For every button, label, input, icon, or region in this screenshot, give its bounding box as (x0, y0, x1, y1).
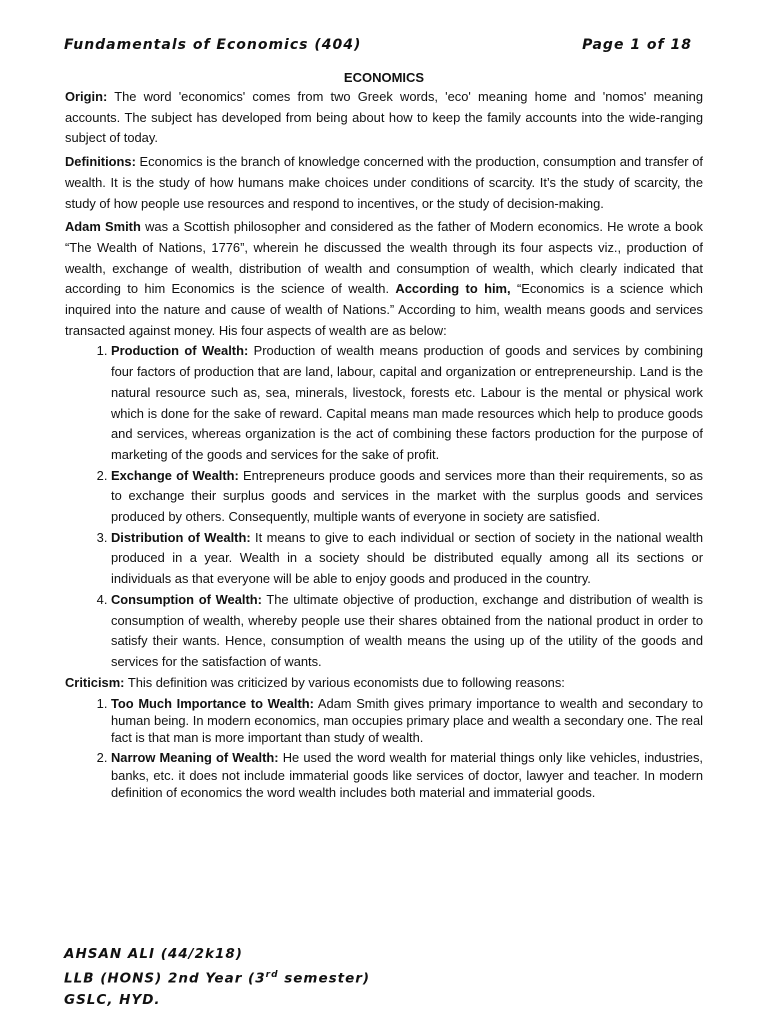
criticism-paragraph (65, 673, 703, 693)
course-title: Fundamentals of Economics (404) (64, 37, 362, 53)
origin-paragraph (65, 87, 703, 149)
program-line (64, 965, 370, 990)
criticism-item-label: Too Much Importance to Wealth: (111, 695, 314, 711)
aspect-text: Entrepreneurs produce goods and services more than their requirements, so as to exchange their surplus goods and services in the market with the surplus goods and services produced by others. Consequently, multiple wants of everyone in society are satisfied. (111, 467, 703, 525)
document-body (65, 70, 703, 804)
list-item (111, 695, 703, 747)
according-label: According to him, (395, 281, 511, 297)
criticism-text: This definition was criticized by various economists due to following reasons: (124, 674, 565, 690)
page-footer (64, 944, 370, 1011)
ordinal-suffix: rd (265, 970, 279, 980)
list-item (111, 590, 703, 673)
origin-text: The word 'economics' comes from two Greek words, 'eco' meaning home and 'nomos' meaning accounts. The subject has developed from being about how to keep the family accounts into the wide-ranging subject of today. (65, 89, 703, 146)
list-item (111, 528, 703, 590)
author-name: AHSAN ALI (44/2k18) (64, 946, 243, 962)
adam-smith-name: Adam Smith (65, 219, 141, 235)
criticism-item-text: Adam Smith gives primary importance to wealth and secondary to human being. In modern economics, man occupies primary place and wealth a secondary one. The real fact is that man is more important than study of wealth. (111, 695, 703, 746)
list-item (111, 466, 703, 528)
aspect-label: Distribution of Wealth: (111, 529, 251, 545)
page-number: Page 1 of 18 (582, 37, 692, 53)
definitions-text: Economics is the branch of knowledge concerned with the production, consumption and transfer of wealth. It is the study of how humans make choices under conditions of scarcity. It’s the study of scarcity, the study of how people use resources and respond to incentives, or the study of decision-making. (65, 154, 703, 211)
aspects-list (65, 341, 703, 672)
criticism-list (65, 695, 703, 801)
adam-smith-text-1: was a Scottish philosopher and considered as the father of Modern economics. He wrote a book “The Wealth of Nations, 1776”, wherein he discussed the wealth through its four aspects viz., production of wealth, exchange of wealth, distribution of wealth and consumption of wealth, which clearly indicated that according to him Economics is the science of wealth. (65, 219, 703, 297)
definitions-paragraph (65, 152, 703, 214)
aspect-label: Consumption of Wealth: (111, 591, 262, 607)
aspect-label: Exchange of Wealth: (111, 467, 239, 483)
aspect-text: The ultimate objective of production, exchange and distribution of wealth is consumption of wealth, whereby people use their shares obtained from the national product in order to satisfy their wants. Hence, consumption of wealth means the using up of the utility of the goods and services for the satisfaction of wants. (111, 591, 703, 669)
institution: GSLC, HYD. (64, 991, 161, 1008)
list-item (111, 749, 703, 801)
section-title: ECONOMICS (343, 70, 425, 85)
origin-label: Origin: (65, 89, 108, 104)
criticism-item-text: He used the word wealth for material things only like vehicles, industries, banks, etc. it does not include immaterial goods like services of doctor, lawyer and teacher. In modern definition of economics the word wealth includes both material and immaterial goods. (111, 750, 703, 800)
page-header (64, 37, 692, 53)
aspect-label: Production of Wealth: (111, 343, 249, 359)
aspect-text: It means to give to each individual or section of society in the national wealth produced in a year. Wealth in a society should be distributed equally among all its sections or individuals as that everyone will be able to enjoy goods and produced in the country. (111, 529, 704, 587)
program-text: LLB (HONS) 2nd Year (3 (64, 970, 266, 987)
adam-smith-text-2: “Economics is a science which inquired into the nature and cause of wealth of Nations.” According to him, wealth means goods and services transacted against money. His four aspects of wealth are as below: (65, 281, 703, 338)
semester-text: semester) (278, 970, 371, 987)
aspect-text: Production of wealth means production of goods and services by combining four factors of production that are land, labour, capital and organization or entrepreneurship. Land is the natural resource such as, sea, minerals, livestock, forests etc. Labour is the mental or physical work which is done for the sake of reward. Capital means man made resources which help to produce goods and services, whereas organization is the act of combining these factors production for the purpose of marketing of the goods and services for the sake of profit. (111, 343, 704, 462)
criticism-label: Criticism: (65, 674, 125, 690)
adam-smith-paragraph (65, 217, 703, 341)
definitions-label: Definitions: (65, 154, 136, 170)
criticism-item-label: Narrow Meaning of Wealth: (111, 750, 279, 766)
list-item (111, 341, 703, 465)
